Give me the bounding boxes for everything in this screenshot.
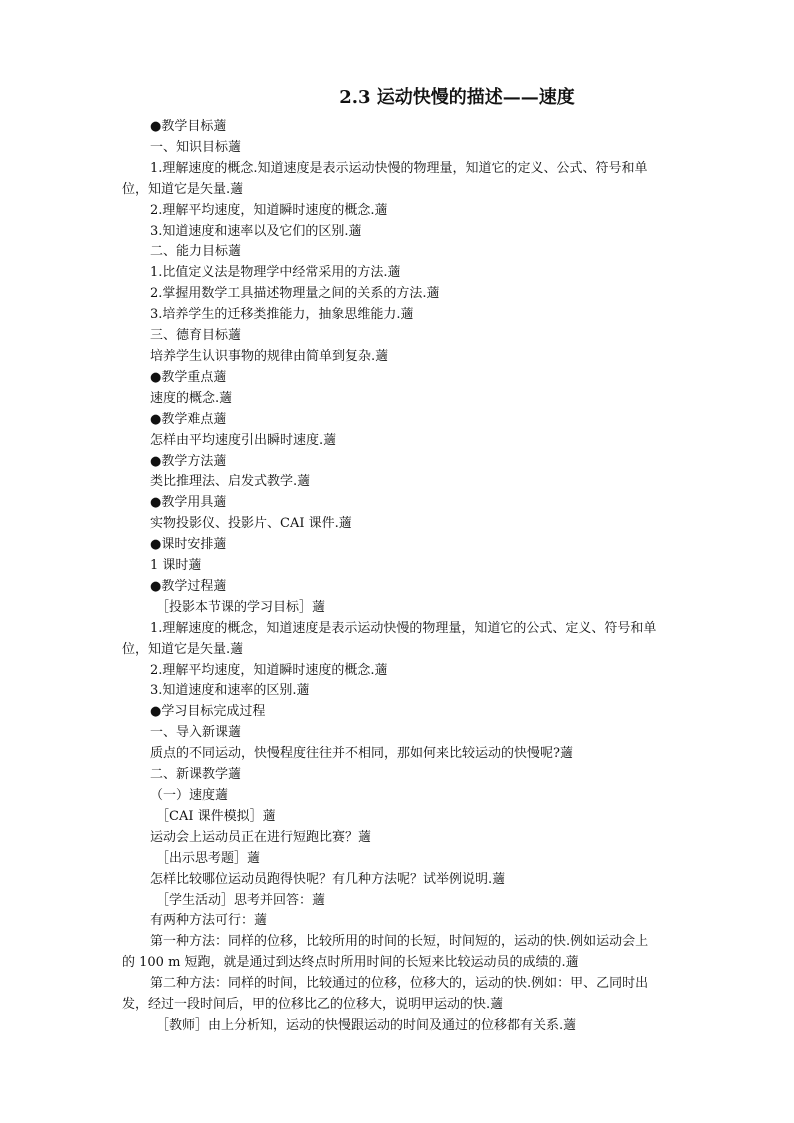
paragraph-line: 第二种方法：同样的时间，比较通过的位移，位移大的，运动的快.例如：甲、乙同时出 <box>150 976 649 992</box>
page-title: 2.3 运动快慢的描述——速度 <box>339 87 575 108</box>
heading-teaching-focus: ●教学重点藡 <box>150 369 227 385</box>
paragraph-line: ［CAI 课件模拟］藡 <box>156 808 276 824</box>
heading-introduction: 一、导入新课藡 <box>150 725 242 741</box>
paragraph-line: 第一种方法：同样的位移，比较所用的时间的长短，时间短的，运动的快.例如运动会上 <box>150 934 649 950</box>
heading-class-schedule: ●课时安排藡 <box>150 537 227 553</box>
heading-new-lesson: 二、新课教学藡 <box>150 767 242 783</box>
paragraph-line: 有两种方法可行：藡 <box>150 913 268 929</box>
paragraph-line-continued: 发，经过一段时间后，甲的位移比乙的位移大，说明甲运动的快.藡 <box>122 997 504 1013</box>
paragraph-line-continued: 的 100 m 短跑，就是通过到达终点时所用时间的长短来比较运动员的成绩的.藡 <box>122 955 579 971</box>
paragraph-line: ［出示思考题］藡 <box>156 850 261 866</box>
paragraph-line: 1.比值定义法是物理学中经常采用的方法.藡 <box>150 265 401 281</box>
paragraph-line: 实物投影仪、投影片、CAI 课件.藡 <box>150 516 352 532</box>
paragraph-line: 类比推理法、启发式教学.藡 <box>150 474 311 490</box>
paragraph-line: ［学生活动］思考并回答：藡 <box>156 892 326 908</box>
paragraph-line-continued: 位，知道它是矢量.藡 <box>122 641 244 657</box>
paragraph-line: 怎样由平均速度引出瞬时速度.藡 <box>150 432 337 448</box>
document-body <box>122 117 725 1037</box>
paragraph-line: 2.掌握用数学工具描述物理量之间的关系的方法.藡 <box>150 286 440 302</box>
paragraph-line: ［投影本节课的学习目标］藡 <box>156 599 326 615</box>
heading-knowledge-goals: 一、知识目标藡 <box>150 139 242 155</box>
paragraph-line-continued: 位，知道它是矢量.藡 <box>122 181 244 197</box>
heading-ability-goals: 二、能力目标藡 <box>150 244 242 260</box>
heading-teaching-tools: ●教学用具藡 <box>150 495 227 511</box>
heading-learning-goals-process: ●学习目标完成过程 <box>150 704 266 720</box>
paragraph-line: ［教师］由上分析知，运动的快慢跟运动的时间及通过的位移都有关系.藡 <box>156 1017 577 1033</box>
paragraph-line: 速度的概念.藡 <box>150 390 233 406</box>
paragraph-line: 3.知道速度和速率以及它们的区别.藡 <box>150 223 362 239</box>
paragraph-line: 质点的不同运动，快慢程度往往并不相同，那如何来比较运动的快慢呢?藡 <box>150 746 573 762</box>
paragraph-line: 1.理解速度的概念，知道速度是表示运动快慢的物理量，知道它的公式、定义、符号和单 <box>150 620 657 636</box>
heading-teaching-method: ●教学方法藡 <box>150 453 227 469</box>
paragraph-line: 1.理解速度的概念.知道速度是表示运动快慢的物理量，知道它的定义、公式、符号和单 <box>150 160 648 176</box>
paragraph-line: 1 课时藡 <box>150 558 202 574</box>
paragraph-line: 3.知道速度和速率的区别.藡 <box>150 683 310 699</box>
heading-teaching-process: ●教学过程藡 <box>150 578 227 594</box>
heading-teaching-goals: ●教学目标藡 <box>150 119 227 134</box>
heading-speed: （一）速度藡 <box>150 788 229 803</box>
paragraph-line: 运动会上运动员正在进行短跑比赛？藡 <box>150 829 372 845</box>
paragraph-line: 2.理解平均速度，知道瞬时速度的概念.藡 <box>150 662 388 678</box>
paragraph-line: 2.理解平均速度，知道瞬时速度的概念.藡 <box>150 202 388 218</box>
heading-teaching-difficulty: ●教学难点藡 <box>150 411 227 427</box>
paragraph-line: 怎样比较哪位运动员跑得快呢？有几种方法呢？试举例说明.藡 <box>150 871 506 887</box>
paragraph-line: 3.培养学生的迁移类推能力，抽象思维能力.藡 <box>150 307 414 323</box>
paragraph-line: 培养学生认识事物的规律由简单到复杂.藡 <box>150 348 389 364</box>
heading-moral-goals: 三、德育目标藡 <box>150 328 242 344</box>
